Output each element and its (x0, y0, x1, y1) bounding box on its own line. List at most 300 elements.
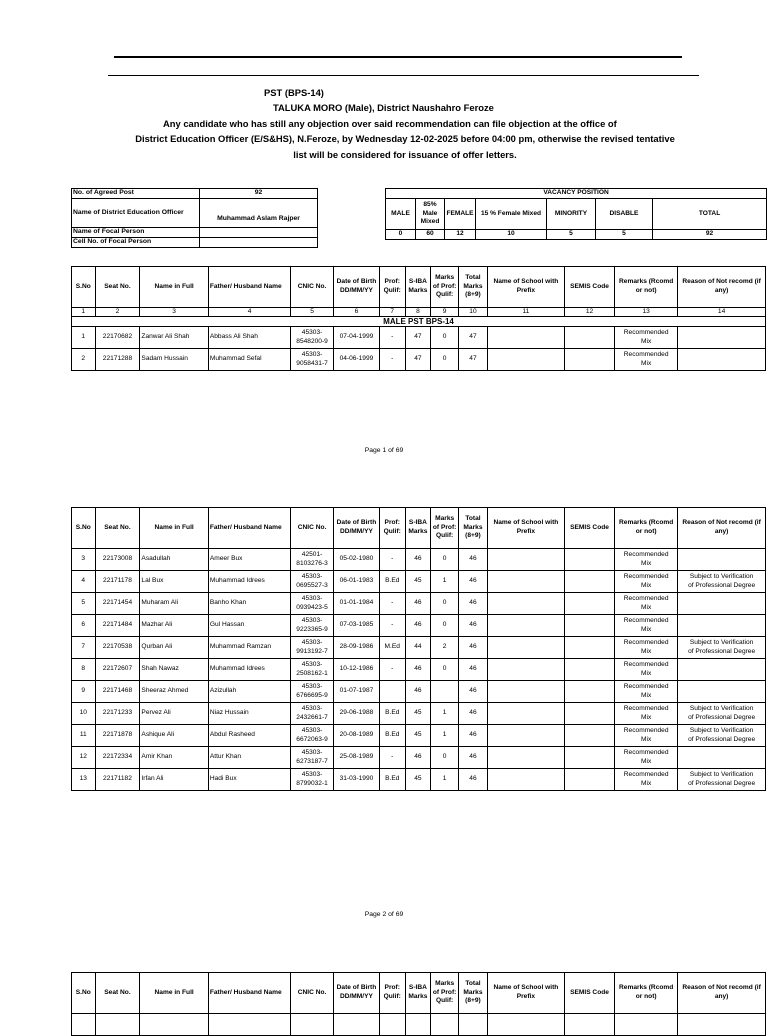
name-cell: Lal Bux (140, 571, 208, 593)
father-cell: Banho Khan (208, 593, 290, 615)
column-header: S.No (72, 508, 96, 549)
cnic-cell (291, 681, 334, 703)
deo-label: Name of District Education Officer (72, 199, 200, 228)
column-header: Name in Full (140, 508, 208, 549)
column-number: 2 (95, 308, 140, 317)
vacancy-value: 12 (445, 230, 476, 240)
column-header: S.No (72, 267, 96, 308)
table-row (72, 747, 766, 769)
cell-no-label: Cell No. of Focal Person (72, 238, 200, 248)
seat-cell: 22171454 (95, 593, 140, 615)
sno-cell: 9 (72, 681, 96, 703)
prof-cell (379, 681, 405, 703)
column-header: Marks of Prof: Qulif: (431, 973, 459, 1014)
school-cell (487, 549, 564, 571)
column-header: Seat No. (95, 508, 140, 549)
column-number: 14 (678, 308, 766, 317)
reason-cell (678, 769, 766, 791)
father-cell: Muhammad Idrees (208, 659, 290, 681)
top-rule-thin (108, 75, 699, 76)
column-header-row (72, 267, 766, 308)
column-number: 5 (291, 308, 334, 317)
semis-cell (564, 571, 614, 593)
sno-cell: 11 (72, 725, 96, 747)
vacancy-header: DISABLE (596, 199, 653, 230)
column-header: Reason of Not recomd (if any) (678, 973, 766, 1014)
cell-line: Recommended (623, 748, 669, 756)
cell-line: 45303- (301, 572, 323, 580)
cell-line: Recommended (623, 660, 669, 668)
empty-cell (487, 1014, 564, 1036)
vacancy-table (385, 188, 767, 240)
name-cell: Zanwar Ali Shah (140, 327, 208, 349)
cell-line: Recommended (623, 704, 669, 712)
reason-cell (678, 615, 766, 637)
total-cell: 46 (459, 659, 488, 681)
school-cell (487, 593, 564, 615)
remarks-cell (615, 703, 678, 725)
cell-line: 45303- (301, 350, 323, 358)
empty-cell (140, 1014, 208, 1036)
cell-line: Mix (641, 713, 652, 721)
column-number: 9 (431, 308, 459, 317)
objection-notice-line1: Any candidate who has still any objection over said recommendation can file objection at the office of (163, 118, 617, 129)
column-header: Reason of Not recomd (if any) (678, 508, 766, 549)
total-cell: 46 (459, 615, 488, 637)
pmarks-cell: 0 (431, 349, 459, 371)
reason-cell (678, 549, 766, 571)
pmarks-cell: 1 (431, 571, 459, 593)
reason-cell (678, 725, 766, 747)
cell-line: 2508162-1 (296, 669, 328, 677)
column-number-row (72, 308, 766, 317)
reason-cell (678, 681, 766, 703)
column-header: Marks of Prof: Qulif: (431, 508, 459, 549)
section-title: MALE PST BPS-14 (72, 317, 766, 327)
reason-cell (678, 659, 766, 681)
vacancy-header: 15 % Female Mixed (476, 199, 547, 230)
column-header: Name of School with Prefix (487, 973, 564, 1014)
sno-cell: 8 (72, 659, 96, 681)
info-table (71, 188, 318, 248)
sno-cell: 10 (72, 703, 96, 725)
post-title: PST (BPS-14) (264, 87, 324, 98)
dob-cell: 29-06-1988 (333, 703, 379, 725)
table-row (72, 637, 766, 659)
total-cell: 47 (459, 349, 488, 371)
school-cell (487, 703, 564, 725)
pmarks-cell: 1 (431, 725, 459, 747)
father-cell: Abbass Ali Shah (208, 327, 290, 349)
cell-line: Subject to Verification (689, 572, 754, 580)
semis-cell (564, 637, 614, 659)
empty-cell (379, 1014, 405, 1036)
column-header: Name in Full (140, 267, 208, 308)
cell-line: 45303- (301, 328, 323, 336)
remarks-cell (615, 593, 678, 615)
vacancy-header: TOTAL (653, 199, 767, 230)
column-header: Total Marks (8+9) (459, 508, 488, 549)
seat-cell: 22171288 (95, 349, 140, 371)
cell-line: Mix (641, 625, 652, 633)
siba-cell: 47 (405, 349, 431, 371)
reason-cell (678, 349, 766, 371)
column-header: SEMIS Code (564, 973, 614, 1014)
empty-cell (208, 1014, 290, 1036)
semis-cell (564, 549, 614, 571)
father-cell: Muhammad Idrees (208, 571, 290, 593)
name-cell: Sheeraz Ahmed (140, 681, 208, 703)
empty-cell (333, 1014, 379, 1036)
column-header: SEMIS Code (564, 508, 614, 549)
column-header: Name in Full (140, 973, 208, 1014)
empty-cell (405, 1014, 431, 1036)
column-number: 6 (333, 308, 379, 317)
siba-cell: 45 (405, 725, 431, 747)
seat-cell: 22170538 (95, 637, 140, 659)
name-cell: Sadam Hussain (140, 349, 208, 371)
cell-line: 0695527-3 (296, 581, 328, 589)
cnic-cell (291, 659, 334, 681)
cell-line: Mix (641, 647, 652, 655)
column-header: Reason of Not recomd (if any) (678, 267, 766, 308)
candidates-table-page3 (71, 972, 766, 1036)
cell-line: Recommended (623, 594, 669, 602)
dob-cell: 25-08-1989 (333, 747, 379, 769)
semis-cell (564, 659, 614, 681)
column-header: S-IBA Marks (405, 267, 431, 308)
name-cell: Amir Khan (140, 747, 208, 769)
table-row (72, 327, 766, 349)
prof-cell: B.Ed (379, 703, 405, 725)
school-cell (487, 615, 564, 637)
empty-cell (615, 1014, 678, 1036)
father-cell: Muhammad Ramzan (208, 637, 290, 659)
cell-line: 45303- (301, 616, 323, 624)
pmarks-cell: 1 (431, 769, 459, 791)
semis-cell (564, 703, 614, 725)
sno-cell: 5 (72, 593, 96, 615)
father-cell: Muhammad Sefal (208, 349, 290, 371)
dob-cell: 31-03-1990 (333, 769, 379, 791)
column-header: Prof: Qulif: (379, 973, 405, 1014)
seat-cell: 22172334 (95, 747, 140, 769)
column-header: Name of School with Prefix (487, 508, 564, 549)
father-cell: Abdul Rasheed (208, 725, 290, 747)
column-header: Date of Birth DD/MM/YY (333, 508, 379, 549)
total-cell: 46 (459, 681, 488, 703)
empty-cell (459, 1014, 488, 1036)
semis-cell (564, 681, 614, 703)
column-header: CNIC No. (291, 973, 334, 1014)
seat-cell: 22171468 (95, 681, 140, 703)
siba-cell: 45 (405, 571, 431, 593)
name-cell: Mazhar Ali (140, 615, 208, 637)
cell-line: 6273187-7 (296, 757, 328, 765)
table-row (72, 549, 766, 571)
sno-cell: 13 (72, 769, 96, 791)
page-number-1: Page 1 of 69 (364, 447, 404, 454)
cnic-cell (291, 327, 334, 349)
column-header: Total Marks (8+9) (459, 267, 488, 308)
sno-cell: 6 (72, 615, 96, 637)
column-header: S.No (72, 973, 96, 1014)
semis-cell (564, 615, 614, 637)
pmarks-cell (431, 681, 459, 703)
cell-line: Mix (641, 581, 652, 589)
table-row (72, 571, 766, 593)
pmarks-cell: 2 (431, 637, 459, 659)
sno-cell: 3 (72, 549, 96, 571)
column-header: Prof: Qulif: (379, 267, 405, 308)
empty-cell (678, 1014, 766, 1036)
cell-line: Mix (641, 603, 652, 611)
cell-line: Mix (641, 359, 652, 367)
agreed-post-value: 92 (200, 189, 318, 199)
vacancy-value: 60 (416, 230, 445, 240)
cell-line: Recommended (623, 638, 669, 646)
cell-line: Mix (641, 757, 652, 765)
remarks-cell (615, 659, 678, 681)
vacancy-value: 5 (547, 230, 596, 240)
column-header: CNIC No. (291, 508, 334, 549)
prof-cell: - (379, 615, 405, 637)
column-header: Seat No. (95, 267, 140, 308)
objection-notice-line2: District Education Officer (E/S&HS), N.Feroze, by Wednesday 12-02-2025 before 04:00 pm, otherwise the revised tentative (135, 133, 675, 144)
siba-cell: 45 (405, 769, 431, 791)
dob-cell: 10-12-1986 (333, 659, 379, 681)
school-cell (487, 637, 564, 659)
semis-cell (564, 725, 614, 747)
cell-line: 8548200-9 (296, 337, 328, 345)
school-cell (487, 349, 564, 371)
column-number: 7 (379, 308, 405, 317)
dob-cell: 06-01-1983 (333, 571, 379, 593)
sno-cell: 1 (72, 327, 96, 349)
cell-line: Recommended (623, 328, 669, 336)
cell-line: 8799032-1 (296, 779, 328, 787)
column-header: SEMIS Code (564, 267, 614, 308)
vacancy-title: VACANCY POSITION (386, 189, 767, 199)
column-header: Prof: Qulif: (379, 508, 405, 549)
sno-cell: 12 (72, 747, 96, 769)
semis-cell (564, 327, 614, 349)
prof-cell: B.Ed (379, 725, 405, 747)
table-row (72, 593, 766, 615)
empty-cell (291, 1014, 334, 1036)
prof-cell: - (379, 327, 405, 349)
cell-line: of Professional Degree (688, 647, 756, 655)
prof-cell: - (379, 349, 405, 371)
empty-cell (431, 1014, 459, 1036)
vacancy-header: FEMALE (445, 199, 476, 230)
objection-notice-line3: list will be considered for issuance of offer letters. (293, 149, 517, 160)
column-header: Remarks (Rcomd or not) (615, 508, 678, 549)
cell-line: 2432661-7 (296, 713, 328, 721)
cell-line: Recommended (623, 616, 669, 624)
cell-line: Mix (641, 559, 652, 567)
cell-line: Subject to Verification (689, 638, 754, 646)
column-number: 1 (72, 308, 96, 317)
cell-line: 0939423-5 (296, 603, 328, 611)
column-header: Total Marks (8+9) (459, 973, 488, 1014)
cell-line: Subject to Verification (689, 704, 754, 712)
cell-line: of Professional Degree (688, 735, 756, 743)
cell-line: 9058431-7 (296, 359, 328, 367)
siba-cell: 46 (405, 659, 431, 681)
total-cell: 47 (459, 327, 488, 349)
name-cell: Shah Nawaz (140, 659, 208, 681)
remarks-cell (615, 327, 678, 349)
remarks-cell (615, 681, 678, 703)
pmarks-cell: 0 (431, 747, 459, 769)
candidates-table-page1 (71, 266, 766, 371)
cell-line: Mix (641, 691, 652, 699)
cell-line: Recommended (623, 682, 669, 690)
candidates-table-page2 (71, 507, 766, 791)
column-header: Date of Birth DD/MM/YY (333, 973, 379, 1014)
siba-cell: 46 (405, 681, 431, 703)
cell-line: Recommended (623, 726, 669, 734)
vacancy-header: MINORITY (547, 199, 596, 230)
name-cell: Pervez Ali (140, 703, 208, 725)
table-row (72, 659, 766, 681)
cell-line: 45303- (301, 770, 323, 778)
vacancy-value: 92 (653, 230, 767, 240)
siba-cell: 46 (405, 747, 431, 769)
siba-cell: 46 (405, 593, 431, 615)
dob-cell: 20-08-1989 (333, 725, 379, 747)
column-header: S-IBA Marks (405, 508, 431, 549)
seat-cell: 22171233 (95, 703, 140, 725)
semis-cell (564, 349, 614, 371)
semis-cell (564, 747, 614, 769)
name-cell: Muharam Ali (140, 593, 208, 615)
deo-value: Muhammad Aslam Rajper (200, 199, 318, 228)
page-number-2: Page 2 of 69 (364, 911, 404, 918)
siba-cell: 44 (405, 637, 431, 659)
school-cell (487, 327, 564, 349)
school-cell (487, 571, 564, 593)
seat-cell: 22171878 (95, 725, 140, 747)
pmarks-cell: 0 (431, 615, 459, 637)
reason-cell (678, 637, 766, 659)
siba-cell: 45 (405, 703, 431, 725)
father-cell: Hadi Bux (208, 769, 290, 791)
siba-cell: 46 (405, 549, 431, 571)
remarks-cell (615, 349, 678, 371)
seat-cell: 22171178 (95, 571, 140, 593)
remarks-cell (615, 637, 678, 659)
dob-cell: 01-01-1984 (333, 593, 379, 615)
remarks-cell (615, 615, 678, 637)
cell-line: Mix (641, 779, 652, 787)
cnic-cell (291, 769, 334, 791)
cell-line: 6766695-9 (296, 691, 328, 699)
remarks-cell (615, 725, 678, 747)
column-header: Father/ Husband Name (208, 508, 290, 549)
name-cell: Irfan Ali (140, 769, 208, 791)
table-row (72, 725, 766, 747)
remarks-cell (615, 747, 678, 769)
father-cell: Niaz Hussain (208, 703, 290, 725)
school-cell (487, 747, 564, 769)
cell-line: 42501- (301, 550, 323, 558)
reason-cell (678, 747, 766, 769)
name-cell: Asadullah (140, 549, 208, 571)
dob-cell: 07-03-1985 (333, 615, 379, 637)
siba-cell: 47 (405, 327, 431, 349)
cell-line: Subject to Verification (689, 726, 754, 734)
column-header: Remarks (Rcomd or not) (615, 973, 678, 1014)
column-header: S-IBA Marks (405, 973, 431, 1014)
column-header: Father/ Husband Name (208, 267, 290, 308)
prof-cell: B.Ed (379, 769, 405, 791)
prof-cell: - (379, 593, 405, 615)
column-number: 10 (459, 308, 488, 317)
vacancy-header: MALE (386, 199, 416, 230)
prof-cell: - (379, 659, 405, 681)
empty-cell (564, 1014, 614, 1036)
cnic-cell (291, 725, 334, 747)
cnic-cell (291, 593, 334, 615)
cell-line: Recommended (623, 572, 669, 580)
column-number: 12 (564, 308, 614, 317)
cell-line: Recommended (623, 770, 669, 778)
dob-cell: 04-06-1999 (333, 349, 379, 371)
cell-line: 45303- (301, 638, 323, 646)
cnic-cell (291, 549, 334, 571)
table-row (72, 349, 766, 371)
reason-cell (678, 327, 766, 349)
top-rule (114, 56, 682, 58)
reason-cell (678, 703, 766, 725)
cnic-cell (291, 349, 334, 371)
pmarks-cell: 0 (431, 327, 459, 349)
vacancy-value: 5 (596, 230, 653, 240)
dob-cell: 07-04-1999 (333, 327, 379, 349)
remarks-cell (615, 769, 678, 791)
empty-cell (95, 1014, 140, 1036)
school-cell (487, 725, 564, 747)
focal-person-value (200, 228, 318, 238)
cell-line: Subject to Verification (689, 770, 754, 778)
cell-line: 45303- (301, 594, 323, 602)
pmarks-cell: 1 (431, 703, 459, 725)
agreed-post-label: No. of Agreed Post (72, 189, 200, 199)
table-row (72, 703, 766, 725)
column-header: CNIC No. (291, 267, 334, 308)
column-number: 8 (405, 308, 431, 317)
name-cell: Ashique Ali (140, 725, 208, 747)
column-header: Remarks (Rcomd or not) (615, 267, 678, 308)
cell-line: of Professional Degree (688, 581, 756, 589)
cnic-cell (291, 571, 334, 593)
cell-line: 45303- (301, 682, 323, 690)
pmarks-cell: 0 (431, 659, 459, 681)
cell-line: 6672063-9 (296, 735, 328, 743)
cell-line: of Professional Degree (688, 713, 756, 721)
reason-cell (678, 593, 766, 615)
total-cell: 46 (459, 637, 488, 659)
taluka-title: TALUKA MORO (Male), District Naushahro Feroze (273, 102, 494, 113)
column-number: 13 (615, 308, 678, 317)
cnic-cell (291, 747, 334, 769)
cell-line: 9913192-7 (296, 647, 328, 655)
cell-line: Recommended (623, 550, 669, 558)
sno-cell: 2 (72, 349, 96, 371)
pmarks-cell: 0 (431, 593, 459, 615)
